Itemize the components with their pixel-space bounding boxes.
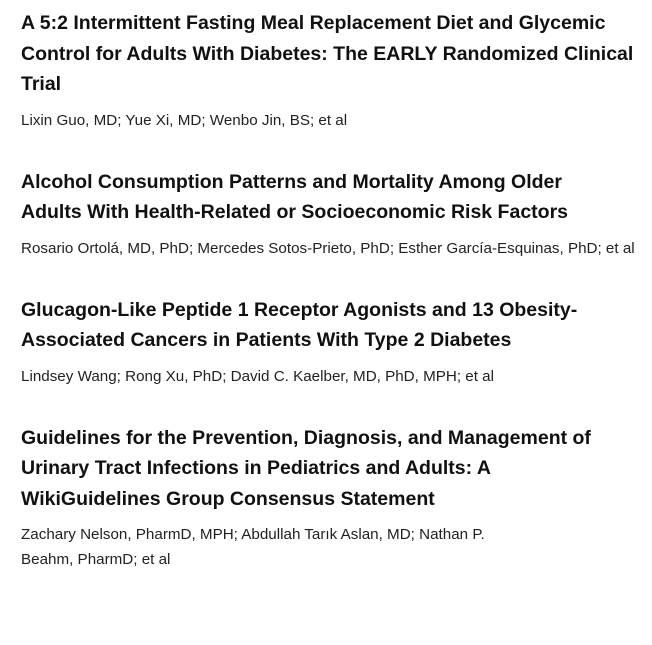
article-authors: Lixin Guo, MD; Yue Xi, MD; Wenbo Jin, BS; et al [21,111,348,129]
article-item [21,295,642,389]
article-title-link[interactable]: Guidelines for the Prevention, Diagnosis, and Management of Urinary Tract Infections in Pediatrics and Adults: A WikiGuidelines Group Consensus Statement [21,426,591,510]
article-authors: Rosario Ortolá, MD, PhD; Mercedes Sotos-Prieto, PhD; Esther García-Esquinas, PhD; et al [21,239,635,257]
article-item [21,8,642,133]
article-authors: Zachary Nelson, PharmD, MPH; Abdullah Tarık Aslan, MD; Nathan P. Beahm, PharmD; et al [21,526,485,568]
article-title-link[interactable]: A 5:2 Intermittent Fasting Meal Replacement Diet and Glycemic Control for Adults With Diabetes: The EARLY Randomized Clinical Trial [21,12,634,95]
article-authors: Lindsey Wang; Rong Xu, PhD; David C. Kaelber, MD, PhD, MPH; et al [21,367,494,385]
article-item [21,167,642,261]
article-title-link[interactable]: Glucagon-Like Peptide 1 Receptor Agonists and 13 Obesity-Associated Cancers in Patients With Type 2 Diabetes [21,298,578,351]
article-item [21,423,642,573]
article-title-link[interactable]: Alcohol Consumption Patterns and Mortality Among Older Adults With Health-Related or Socioeconomic Risk Factors [21,170,568,223]
